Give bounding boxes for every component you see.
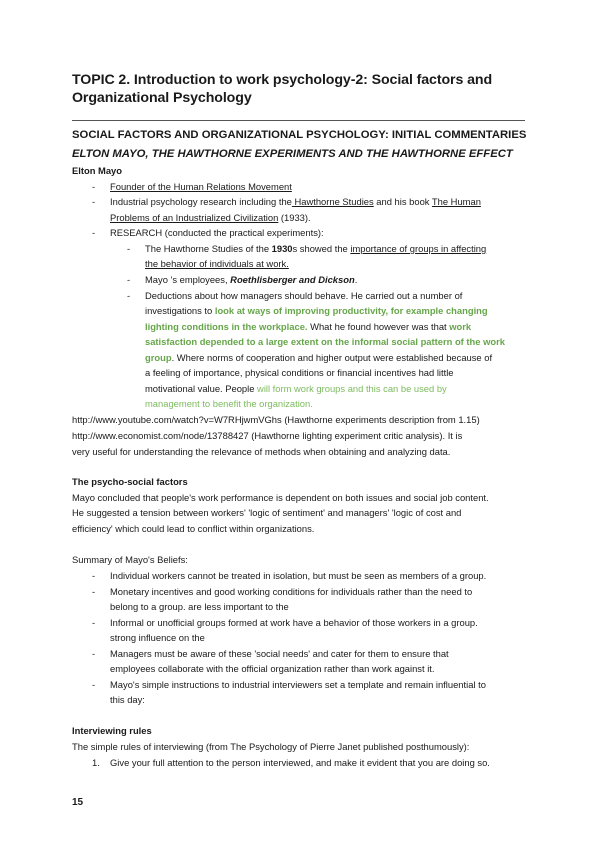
- belief-item-cont: strong influence on the: [110, 632, 205, 643]
- employees-names: Roethlisberger and Dickson: [230, 274, 355, 285]
- psycho-social-paragraph-l1: Mayo concluded that people's work performance is dependent on both issues and social job content.: [72, 492, 489, 503]
- elton-mayo-label: Elton Mayo: [72, 165, 123, 176]
- sub-bullet-deductions-l5: [145, 350, 492, 366]
- bullet-research-hawthorne: [110, 194, 530, 210]
- interviewing-paragraph: The simple rules of interviewing (from The Psychology of Pierre Janet published posthumously):: [72, 741, 470, 752]
- sub-bullet-deductions-l3: [145, 319, 471, 335]
- founder-text: Founder of the Human Relations Movement: [110, 181, 292, 192]
- highlight-text: will form work groups and this can be used by: [257, 383, 447, 394]
- bullet-dash: -: [92, 586, 96, 597]
- sub-bullet-deductions-l2: [145, 303, 488, 319]
- summary-heading: Summary of Mayo's Beliefs:: [72, 554, 188, 565]
- bullet-research-hawthorne-line2: [110, 210, 311, 226]
- text-span: and his book: [373, 196, 432, 207]
- sub-bullet-1930s: [145, 241, 486, 257]
- highlight-text: management to benefit the organization.: [145, 398, 313, 409]
- belief-item: Informal or unofficial groups formed at work have a behavior of those workers in a group.: [110, 617, 478, 628]
- page-number: 15: [72, 797, 84, 808]
- sub-bullet-dash: -: [127, 243, 131, 254]
- sub-bullet-1930s-line2: [145, 256, 289, 272]
- underlined-text: the behavior of individuals at work.: [145, 258, 289, 269]
- belief-item: Managers must be aware of these 'social needs' and cater for them to ensure that: [110, 648, 449, 659]
- rule-item: Give your full attention to the person interviewed, and make it evident that you are doing so.: [110, 757, 490, 768]
- sub-bullet-deductions-l8: [145, 396, 313, 412]
- belief-item-cont: this day:: [110, 694, 145, 705]
- highlight-text: group: [145, 352, 172, 363]
- hawthorne-studies-link: Hawthorne Studies: [291, 196, 374, 207]
- bullet-dash: -: [92, 648, 96, 659]
- belief-item: Mayo's simple instructions to industrial interviewers set a template and remain influential to: [110, 679, 486, 690]
- bullet-dash: -: [92, 679, 96, 690]
- belief-item: Individual workers cannot be treated in isolation, but must be seen as members of a group.: [110, 570, 487, 581]
- text-span: (1933).: [278, 212, 311, 223]
- text-span: .: [354, 274, 358, 285]
- bullet-dash: -: [92, 570, 96, 581]
- economist-link[interactable]: http://www.economist.com/node/13788427 (Hawthorne lighting experiment critic analysis). It is: [72, 430, 463, 441]
- section-heading: SOCIAL FACTORS AND ORGANIZATIONAL PSYCHOLOGY: INITIAL COMMENTARIES: [72, 129, 527, 141]
- bullet-founder: [110, 179, 292, 195]
- highlight-text: look at ways of improving productivity, for example changing: [214, 305, 488, 316]
- highlight-text: work: [449, 321, 472, 332]
- text-span: What he found however was that: [307, 321, 450, 332]
- underlined-text: importance of groups in affecting: [350, 243, 487, 254]
- text-span: s showed the: [292, 243, 351, 254]
- sub-bullet-deductions-l1: Deductions about how managers should behave. He carried out a number of: [145, 290, 463, 301]
- topic-title: TOPIC 2. Introduction to work psychology-2: Social factors and Organizational Psychology: [72, 72, 493, 106]
- bullet-dash: -: [92, 617, 96, 628]
- book-title-part1: The Human: [431, 196, 481, 207]
- psycho-social-paragraph-l2: He suggested a tension between workers' 'logic of sentiment' and managers' 'logic of cost and: [72, 507, 462, 518]
- title-divider: [72, 120, 525, 121]
- book-title-part2: Problems of an Industrialized Civilization: [110, 212, 279, 223]
- sub-bullet-deductions-l4: [145, 334, 505, 350]
- bullet-dash: -: [92, 196, 96, 207]
- links-note: very useful for understanding the relevance of methods when obtaining and analyzing data.: [72, 446, 451, 457]
- text-span: . Where norms of cooperation and higher output were established because of: [171, 352, 493, 363]
- interviewing-heading: Interviewing rules: [72, 725, 152, 736]
- belief-item: Monetary incentives and good working conditions for individuals rather than the need to: [110, 586, 473, 597]
- section-subheading: ELTON MAYO, THE HAWTHORNE EXPERIMENTS AND THE HAWTHORNE EFFECT: [72, 148, 513, 160]
- psycho-social-heading: The psycho-social factors: [72, 476, 188, 487]
- youtube-link[interactable]: http://www.youtube.com/watch?v=W7RHjwmVGhs (Hawthorne experiments description from 1.15): [72, 414, 480, 425]
- psycho-social-paragraph-l3: efficiency' which could lead to conflict within organizations.: [72, 523, 315, 534]
- highlight-text: satisfaction depended to a large extent on the informal social pattern of the work: [145, 336, 505, 347]
- bullet-research: RESEARCH (conducted the practical experiments):: [110, 227, 324, 238]
- sub-bullet-dash: -: [127, 290, 131, 301]
- text-span: Industrial psychology research including the: [110, 196, 292, 207]
- text-span: Mayo 's employees,: [145, 274, 231, 285]
- rule-number: 1.: [92, 757, 100, 768]
- sub-bullet-deductions-l7: [145, 381, 447, 397]
- bullet-dash: -: [92, 181, 96, 192]
- sub-bullet-employees: [145, 272, 357, 288]
- year-bold: 1930: [271, 243, 293, 254]
- highlight-text: lighting conditions in the workplace.: [145, 321, 308, 332]
- text-span: investigations to: [145, 305, 215, 316]
- sub-bullet-dash: -: [127, 274, 131, 285]
- text-span: The Hawthorne Studies of the: [145, 243, 272, 254]
- belief-item-cont: belong to a group. are less important to the: [110, 601, 289, 612]
- bullet-dash: -: [92, 227, 96, 238]
- sub-bullet-deductions-l6: a feeling of importance, physical conditions or financial incentives had little: [145, 367, 454, 378]
- belief-item-cont: employees collaborate with the official organization rather than work against it.: [110, 663, 435, 674]
- text-span: motivational value. People: [145, 383, 258, 394]
